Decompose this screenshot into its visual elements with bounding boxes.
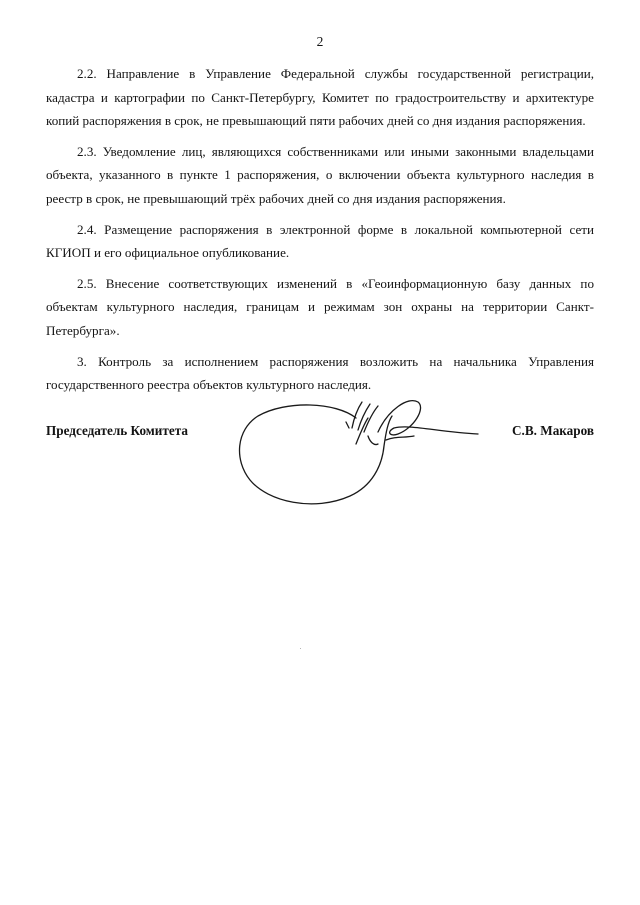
signer-position-title: Председатель Комитета [46,423,188,438]
paragraph-2-3: 2.3. Уведомление лиц, являющихся собственниками или иными законными владельцами объекта, указанного в пункте 1 распоряжения, о включении объекта культурного наследия в реестр в срок, не превышающий трёх рабочих дней со дня издания распоряжения. [46,143,594,206]
handwritten-signature [228,388,488,518]
signer-name: С.В. Макаров [512,423,594,438]
document-body [46,62,594,404]
paragraph-2-4: 2.4. Размещение распоряжения в электронной форме в локальной компьютерной сети КГИОП и его официальное опубликование. [46,221,594,261]
paragraph-3: 3. Контроль за исполнением распоряжения возложить на начальника Управления государственного реестра объектов культурного наследия. [46,353,594,393]
paragraph-2-2: 2.2. Направление в Управление Федеральной службы государственной регистрации, кадастра и картографии по Санкт-Петербургу, Комитет по градостроительству и архитектуре копий распоряжения в срок, не превышающий пяти рабочих дней со дня издания распоряжения. [46,66,594,129]
paragraph-2-5: 2.5. Внесение соответствующих изменений в «Геоинформационную базу данных по объектам культурного наследия, границам и режимам зон охраны на территории Санкт-Петербурга». [46,275,594,338]
scan-speck [300,648,301,649]
page-number: 2 [316,34,324,49]
